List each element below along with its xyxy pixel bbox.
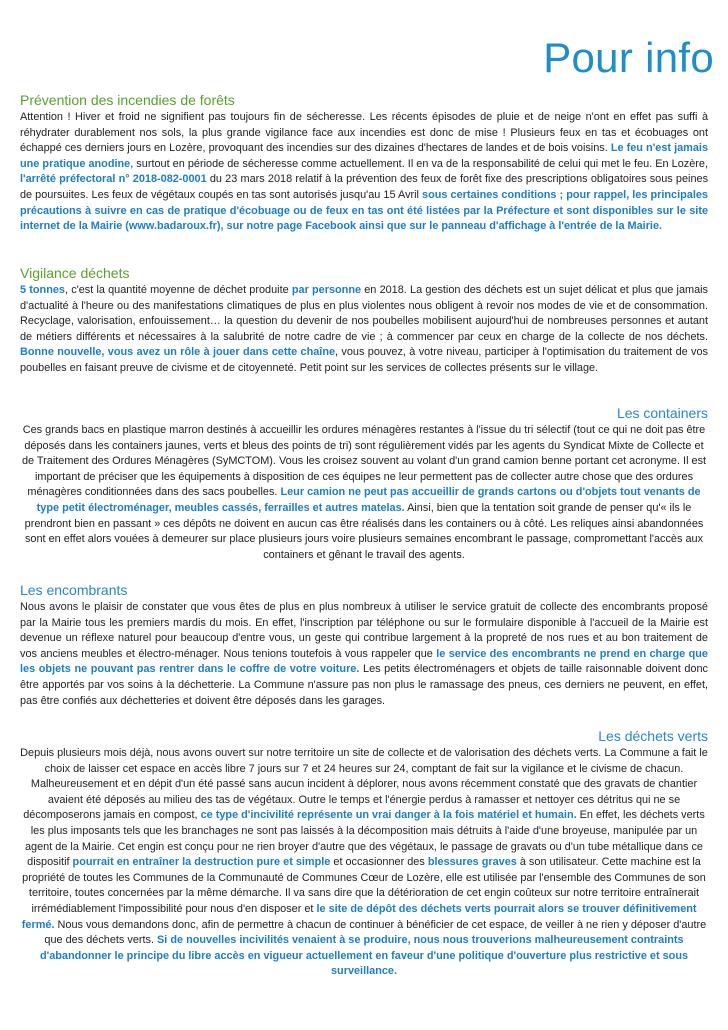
text-run: Ainsi, bien que la tentation soit grande de penser qu'« ils le prendront bien en passant » ces dépôts ne doivent en aucun cas être réalisés dans les containers ou à côté. Les reliques ainsi abandonnées sont en effet alors vouées à demeurer sur place plusieurs jours voire plusieurs semaines encombrant le passage, compromettant l'accès aux containers et gênant le travail des agents. [24, 501, 704, 561]
section-text-bulky [20, 600, 708, 709]
section-heading-fire: Prévention des incendies de forêts [20, 92, 235, 108]
highlight-run: le service des encombrants ne prend en charge que les objets ne pouvant pas rentrer dans le coffre de votre voiture. [20, 647, 708, 676]
text-run: à son utilisateur. Cette machine est la propriété de toutes les Communes de la Communauté de Communes Cœur de Lozère, elle est utilisée par l'ensemble des Communes de son territoire, toutes concernées par la même démarche. Il va sans dire que la détérioration de cet engin coûteux sur notre territoire entraînerait irrémédiablement l'impossibilité pour nous d'en disposer et [22, 856, 706, 915]
section-heading-containers: Les containers [616, 405, 708, 421]
text-run: et occasionner des [330, 856, 428, 869]
highlight-run: blessures graves [427, 856, 517, 869]
section-heading-waste: Vigilance déchets [20, 265, 130, 281]
highlight-run: Si de nouvelles incivilités venaient à se produire, nous nous trouverions malheureusement contraints d'abandonner le principe du libre accès en vigueur actuellement en faveur d'une politique d'ouverture plus restrictive et sous surveillance. [39, 934, 689, 978]
highlight-run: pourrait en entraîner la destruction pure et simple [72, 856, 331, 869]
text-run: du 23 mars 2018 relatif à la prévention des feux de forêt fixe des prescriptions obligatoires sous peines de poursuites. Les feux de végétaux coupés en tas sont autorisés jusqu'au 15 Avril [20, 173, 709, 201]
highlight-run: Leur camion ne peut pas accueillir de grands cartons ou d'objets tout venants de type petit électroménager, meubles cassés, ferrailles et autres matelas. [36, 486, 701, 514]
section-green-waste [20, 728, 708, 980]
highlight-run: le site de dépôt des déchets verts pourrait alors se trouver définitivement fermé. [21, 902, 697, 931]
highlight-run: Bonne nouvelle, vous avez un rôle à jouer dans cette chaîne [20, 346, 336, 359]
text-run: Nous vous demandons donc, afin de permettre à chacun de continuer à bénéficier de cet espace, de veiller à ne rien y déposer d'autre que des déchets verts. [44, 918, 707, 947]
text-run: Nous avons le plaisir de constater que vous êtes de plus en plus nombreux à utiliser le service gratuit de collecte des encombrants proposé par la Mairie tous les premiers mardis du mois. En effet, l'inscription par téléphone ou sur le formulaire disponible à l'accueil de la Mairie est devenue un réflexe naturel pour beaucoup d'entre vous, un geste qui contribue largement à la propreté de nos rues et au bon traitement de vos anciens meubles et électro-ménager. Nous tenions toutefois à vous rappeler que [20, 601, 708, 660]
section-bulky-items [20, 582, 708, 709]
highlight-run: Le feu n'est jamais une pratique anodine [20, 142, 708, 170]
section-text-containers [20, 423, 708, 563]
text-run: En effet, les déchets verts les plus imposants tels que les branchages ne sont pas laissés à la décomposition mais détruits à l'aide d'une broyeuse, manipulée par un agent de la Mairie. Cet engin est conçu pour ne rien broyer d'autre que des végétaux, le passage de gravats ou d'un tube métallique dans ce dispositif [24, 809, 705, 869]
section-heading-bulky: Les encombrants [20, 582, 128, 598]
section-heading-green: Les déchets verts [598, 728, 708, 744]
text-run: , surtout en période de sécheresse comme actuellement. Il en va de la responsabilité de celui qui met le feu. En Lozère, [130, 157, 709, 170]
highlight-run: ce type d'incivilité représente un vrai danger à la fois matériel et humain. [200, 809, 577, 822]
text-run: Ces grands bacs en plastique marron destinés à accueillir les ordures ménagères restantes à l'issue du tri sélectif (tout ce qui ne doit pas être déposés dans les containers jaunes, verts et bleus des points de tri) sont régulièrement vidés par les agents du Syndicat Mixte de Collecte et de Traitement des Ordures Ménagères (SyMCTOM). Vous les croisez souvent au volant d'un grand camion benne portant cet acronyme. Il est important de préciser que les équipements à disposition de ces équipes ne leur permettent pas de collecter autre chose que des ordures ménagères conditionnées dans des sacs poubelles. [21, 424, 707, 499]
text-run: Attention ! Hiver et froid ne signifient pas toujours fin de sécheresse. Les récents épisodes de pluie et de neige n'ont en effet pas suffi à réhydrater durablement nos sols, la plus grande vigilance face aux incendies est donc de mise ! Plusieurs feux en tas et écobuages ont échappé ces derniers jours en Lozère, provoquant des incendies sur des dizaines d'hectares de landes et de bois voisins. [20, 111, 708, 155]
highlight-run: 5 tonnes [20, 284, 65, 296]
text-run: Les petits électroménagers et objets de taille raisonnable doivent donc être apportés par vos soins à la déchetterie. La Commune n'assure pas non plus le ramassage des pneus, ces derniers ne peuvent, en effet, pas être confiés aux déchetteries et doivent être déposés dans les garages. [20, 663, 708, 707]
highlight-run: par personne [291, 284, 362, 296]
section-text-green [20, 746, 708, 980]
highlight-run: l'arrêté préfectoral n° 2018-082-0001 [20, 173, 207, 186]
highlight-run: sous certaines conditions ; pour rappel, les principales précautions à suivre en cas de pratique d'écobuage ou de feux en tas ont été listées par la Préfecture et sont disponibles sur le site internet de la Mairie (www.badaroux.fr), sur notre page Facebook ainsi que sur le panneau d'affichage à l'entrée de la Mairie. [20, 188, 708, 233]
text-run: , vous pouvez, à votre niveau, participer à l'optimisation du traitement de vos poubelles en faisant preuve de civisme et de citoyenneté. Petit point sur les services de collectes présents sur le village. [20, 346, 708, 374]
section-containers [20, 405, 708, 563]
section-text-waste [20, 283, 708, 377]
section-text-fire [20, 110, 708, 235]
section-fire-prevention [20, 92, 708, 235]
text-run: , c'est la quantité moyenne de déchet produite [64, 284, 292, 296]
text-run: Depuis plusieurs mois déjà, nous avons ouvert sur notre territoire un site de collecte et de valorisation des déchets verts. La Commune a fait le choix de laisser cet espace en accès libre 7 jours sur 7 et 24 heures sur 24, comptant de fait sur la vigilance et le civisme de chacun. Malheureusement et en dépit d'un été passé sans aucun incident à déplorer, nous avons récemment constaté que des gravats de chantier avaient été déposés au milieu des tas de végétaux. Outre le temps et l'énergie perdus à ramasser et nettoyer ces détritus qui ne se décomposerons jamais en compost, [20, 747, 708, 822]
page-title: Pour info [543, 34, 714, 81]
section-waste-vigilance [20, 265, 708, 377]
text-run: en 2018. La gestion des déchets est un sujet délicat et plus que jamais d'actualité à l'heure ou des manifestations climatiques de plus en plus violentes nous obligent à revoir nos modes de vie et de consommation. Recyclage, valorisation, enfouissement… la question du devenir de nos poubelles mobilisent aujourd'hui de nombreuses personnes et autant de métiers différents et nécessaires à la salubrité de notre cadre de vie ; à commencer par ceux en charge de la collecte de nos déchets. [20, 284, 708, 343]
